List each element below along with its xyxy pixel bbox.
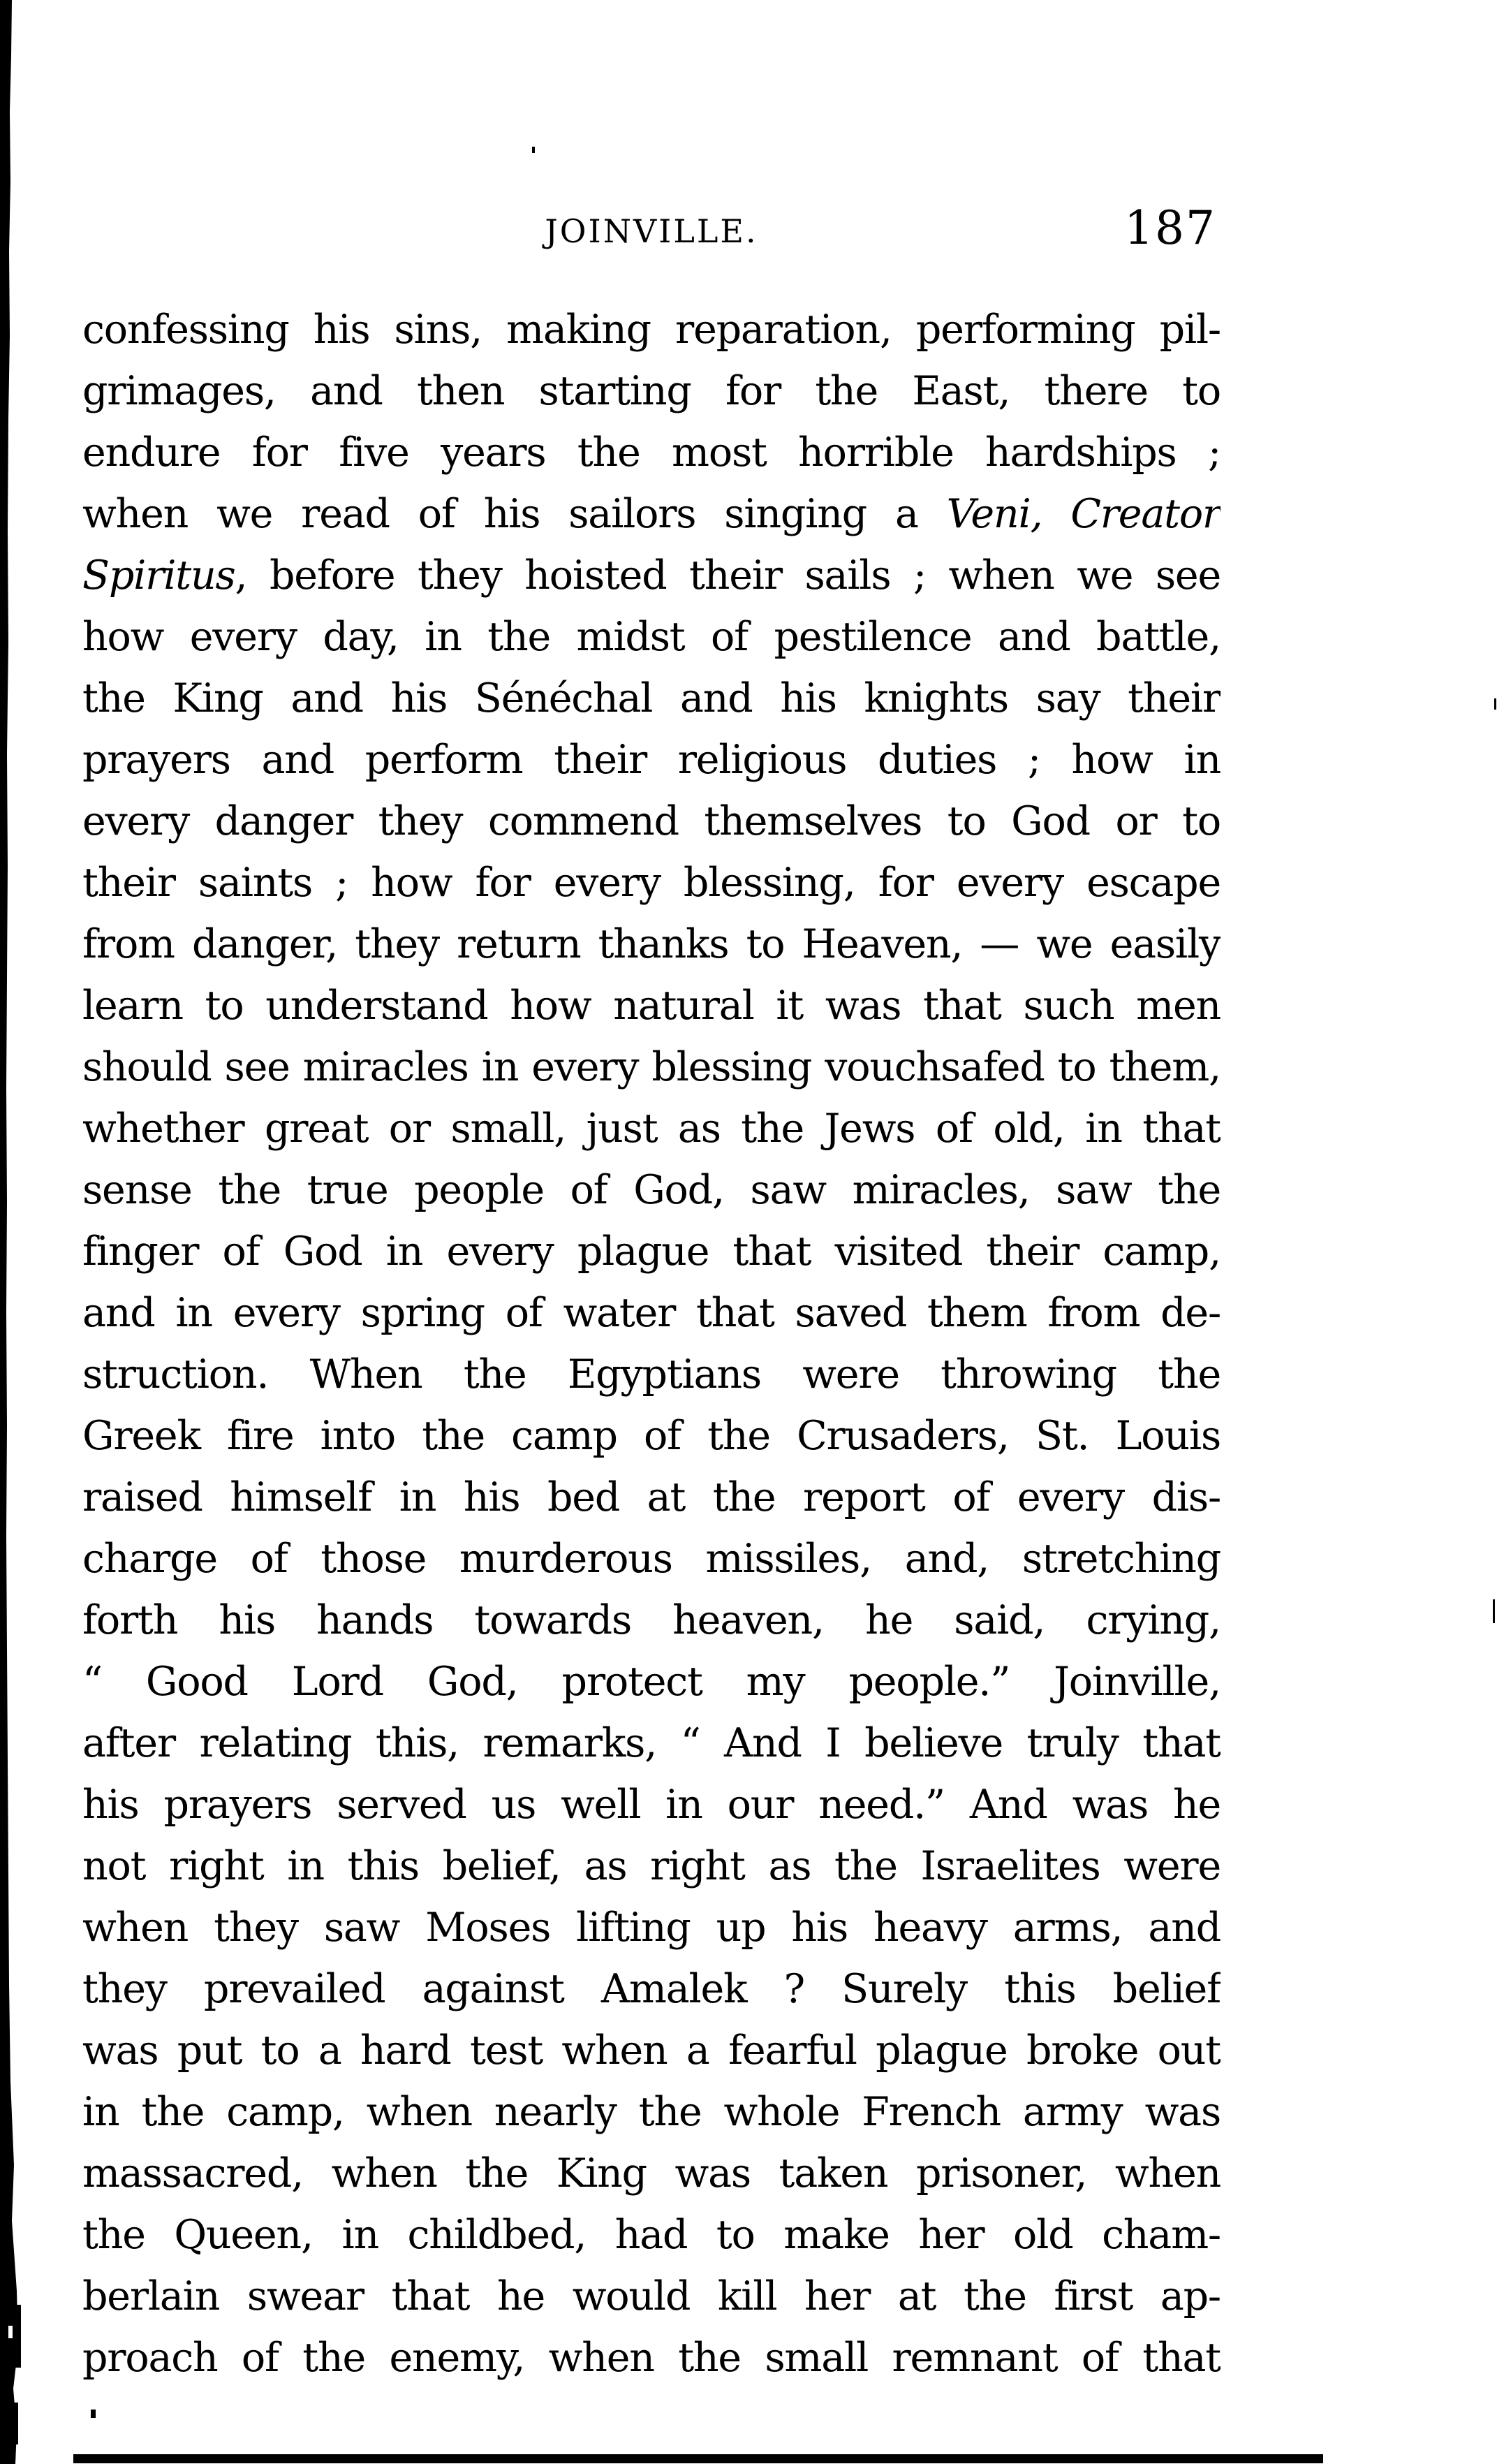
text-line: massacred, when the King was taken prisoner, when [82, 2150, 1221, 2197]
text-line: the King and his Sénéchal and his knights say their [82, 675, 1221, 721]
body-text-block [82, 299, 1221, 2389]
text-line: how every day, in the midst of pestilence and battle, [82, 614, 1221, 660]
text-line: proach of the enemy, when the small remnant of that [82, 2335, 1221, 2381]
ink-speck [1494, 698, 1496, 710]
text-line: raised himself in his bed at the report of every dis- [82, 1474, 1221, 1520]
text-line: Greek fire into the camp of the Crusaders, St. Louis [82, 1413, 1221, 1459]
ink-speck [1493, 1599, 1495, 1623]
text-line: was put to a hard test when a fearful plague broke out [82, 2027, 1221, 2074]
text-line: when they saw Moses lifting up his heavy arms, and [82, 1905, 1221, 1951]
text-line: when we read of his sailors singing a Veni, Creator [82, 491, 1221, 537]
text-line: Spiritus, before they hoisted their sails ; when we see [82, 552, 1221, 599]
text-line: whether great or small, just as the Jews of old, in that [82, 1106, 1221, 1152]
text-line: confessing his sins, making reparation, performing pil- [82, 307, 1221, 353]
text-line: his prayers served us well in our need.” And was he [82, 1782, 1221, 1828]
page-number: 187 [1124, 201, 1216, 255]
text-line: finger of God in every plague that visited their camp, [82, 1229, 1221, 1275]
bottom-edge-scan-artifact [73, 2454, 1323, 2463]
running-title: JOINVILLE. [545, 212, 758, 250]
text-line: struction. When the Egyptians were throwing the [82, 1351, 1221, 1398]
text-line: the Queen, in childbed, had to make her old cham- [82, 2212, 1221, 2258]
text-line: their saints ; how for every blessing, for every escape [82, 860, 1221, 906]
ink-speck [91, 2410, 96, 2418]
text-line: sense the true people of God, saw miracles, saw the [82, 1167, 1221, 1213]
text-line: not right in this belief, as right as the Israelites were [82, 1843, 1221, 1889]
text-line: forth his hands towards heaven, he said, crying, [82, 1597, 1221, 1643]
text-line: they prevailed against Amalek ? Surely this belief [82, 1966, 1221, 2012]
page-header [82, 201, 1221, 255]
text-line: learn to understand how natural it was that such men [82, 983, 1221, 1029]
text-line: after relating this, remarks, “ And I believe truly that [82, 1720, 1221, 1766]
text-line: and in every spring of water that saved them from de- [82, 1290, 1221, 1336]
ink-speck [532, 147, 535, 153]
left-edge-scan-artifact [0, 0, 28, 2464]
text-line: from danger, they return thanks to Heaven, — we easily [82, 921, 1221, 967]
text-line: “ Good Lord God, protect my people.” Joinville, [82, 1659, 1221, 1705]
text-line: berlain swear that he would kill her at the first ap- [82, 2273, 1221, 2319]
text-line: prayers and perform their religious duties ; how in [82, 737, 1221, 783]
text-line: every danger they commend themselves to God or to [82, 798, 1221, 844]
text-line: endure for five years the most horrible hardships ; [82, 430, 1221, 476]
text-line: grimages, and then starting for the East, there to [82, 368, 1221, 414]
text-line: charge of those murderous missiles, and, stretching [82, 1536, 1221, 1582]
text-line: in the camp, when nearly the whole French army was [82, 2089, 1221, 2135]
text-line: should see miracles in every blessing vouchsafed to them, [82, 1044, 1221, 1090]
